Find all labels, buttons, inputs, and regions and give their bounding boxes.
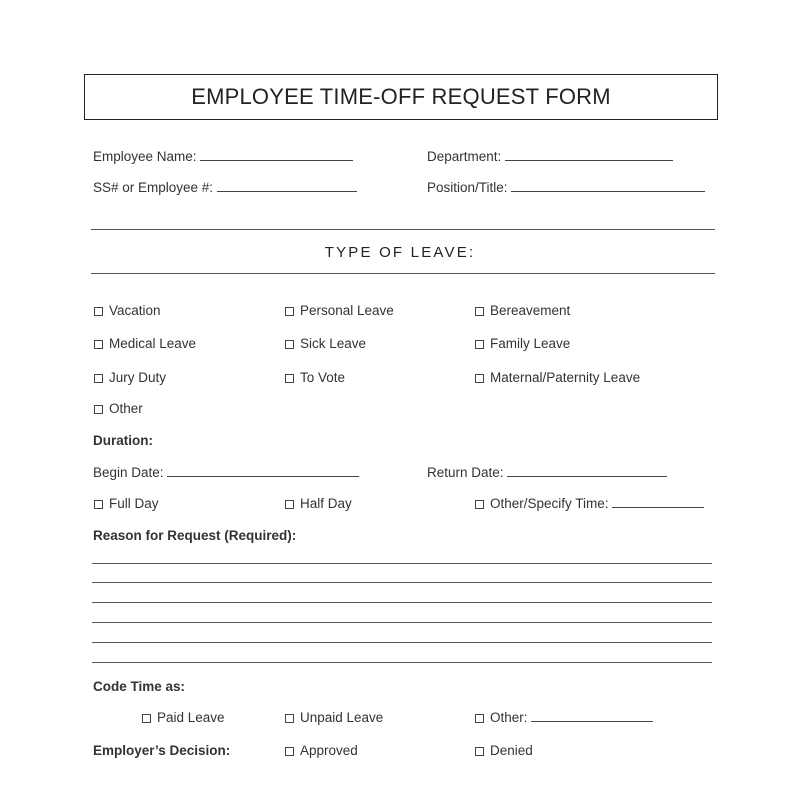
vacation-label: Vacation — [109, 303, 161, 318]
checkbox-icon[interactable] — [285, 374, 294, 383]
employee-number-field[interactable] — [93, 180, 357, 195]
reason-line[interactable] — [92, 642, 712, 643]
checkbox-icon[interactable] — [475, 340, 484, 349]
family-leave-option[interactable] — [475, 336, 570, 351]
checkbox-icon[interactable] — [475, 500, 484, 509]
type-of-leave-heading: TYPE OF LEAVE: — [324, 244, 476, 261]
employee-name-line — [200, 159, 353, 161]
checkbox-icon[interactable] — [475, 714, 484, 723]
checkbox-icon[interactable] — [94, 307, 103, 316]
divider-top — [91, 229, 715, 230]
half-day-option[interactable] — [285, 496, 352, 511]
reason-line[interactable] — [92, 622, 712, 623]
checkbox-icon[interactable] — [475, 307, 484, 316]
employer-decision-label: Employer’s Decision: — [93, 743, 231, 758]
full-day-label: Full Day — [109, 496, 159, 511]
checkbox-icon[interactable] — [285, 714, 294, 723]
checkbox-icon[interactable] — [285, 340, 294, 349]
checkbox-icon[interactable] — [285, 747, 294, 756]
family-leave-label: Family Leave — [490, 336, 571, 351]
denied-option[interactable] — [475, 743, 533, 758]
begin-date-label: Begin Date: — [93, 465, 164, 480]
position-title-line — [511, 190, 705, 192]
jury-duty-option[interactable] — [94, 370, 166, 385]
checkbox-icon[interactable] — [475, 747, 484, 756]
personal-leave-label: Personal Leave — [300, 303, 394, 318]
divider-bottom — [91, 273, 715, 274]
maternal-paternity-label: Maternal/Paternity Leave — [490, 370, 641, 385]
personal-leave-option[interactable] — [285, 303, 394, 318]
code-other-line — [531, 720, 653, 722]
department-label: Department: — [427, 149, 502, 164]
position-title-field[interactable] — [427, 180, 705, 195]
sick-leave-label: Sick Leave — [300, 336, 367, 351]
half-day-label: Half Day — [300, 496, 352, 511]
begin-date-field[interactable] — [93, 465, 359, 480]
maternal-paternity-option[interactable] — [475, 370, 640, 385]
reason-line[interactable] — [92, 582, 712, 583]
other-leave-option[interactable] — [94, 401, 143, 416]
form-title: EMPLOYEE TIME-OFF REQUEST FORM — [84, 74, 718, 120]
other-specify-time-label: Other/Specify Time: — [490, 496, 609, 511]
other-specify-time-line — [612, 506, 704, 508]
code-other-option[interactable] — [475, 710, 653, 725]
other-specify-time-option[interactable] — [475, 496, 704, 511]
checkbox-icon[interactable] — [94, 405, 103, 414]
bereavement-option[interactable] — [475, 303, 570, 318]
employee-name-label: Employee Name: — [93, 149, 197, 164]
position-title-label: Position/Title: — [427, 180, 508, 195]
employee-number-line — [217, 190, 357, 192]
paid-leave-label: Paid Leave — [157, 710, 225, 725]
medical-leave-option[interactable] — [94, 336, 196, 351]
reason-line[interactable] — [92, 563, 712, 564]
medical-leave-label: Medical Leave — [109, 336, 197, 351]
code-time-label: Code Time as: — [93, 679, 186, 694]
checkbox-icon[interactable] — [285, 500, 294, 509]
reason-line[interactable] — [92, 662, 712, 663]
department-line — [505, 159, 673, 161]
reason-line[interactable] — [92, 602, 712, 603]
checkbox-icon[interactable] — [142, 714, 151, 723]
to-vote-label: To Vote — [300, 370, 346, 385]
full-day-option[interactable] — [94, 496, 159, 511]
to-vote-option[interactable] — [285, 370, 345, 385]
return-date-label: Return Date: — [427, 465, 504, 480]
unpaid-leave-option[interactable] — [285, 710, 383, 725]
duration-label: Duration: — [93, 433, 153, 448]
approved-label: Approved — [300, 743, 358, 758]
approved-option[interactable] — [285, 743, 358, 758]
checkbox-icon[interactable] — [94, 374, 103, 383]
reason-label: Reason for Request (Required): — [93, 528, 297, 543]
return-date-field[interactable] — [427, 465, 667, 480]
bereavement-label: Bereavement — [490, 303, 571, 318]
other-leave-label: Other — [109, 401, 143, 416]
employee-name-field[interactable] — [93, 149, 353, 164]
jury-duty-label: Jury Duty — [109, 370, 167, 385]
vacation-option[interactable] — [94, 303, 161, 318]
begin-date-line — [167, 475, 359, 477]
unpaid-leave-label: Unpaid Leave — [300, 710, 384, 725]
sick-leave-option[interactable] — [285, 336, 366, 351]
denied-label: Denied — [490, 743, 533, 758]
checkbox-icon[interactable] — [94, 500, 103, 509]
department-field[interactable] — [427, 149, 673, 164]
checkbox-icon[interactable] — [285, 307, 294, 316]
checkbox-icon[interactable] — [94, 340, 103, 349]
paid-leave-option[interactable] — [142, 710, 225, 725]
return-date-line — [507, 475, 667, 477]
employee-number-label: SS# or Employee #: — [93, 180, 214, 195]
code-other-label: Other: — [490, 710, 528, 725]
checkbox-icon[interactable] — [475, 374, 484, 383]
